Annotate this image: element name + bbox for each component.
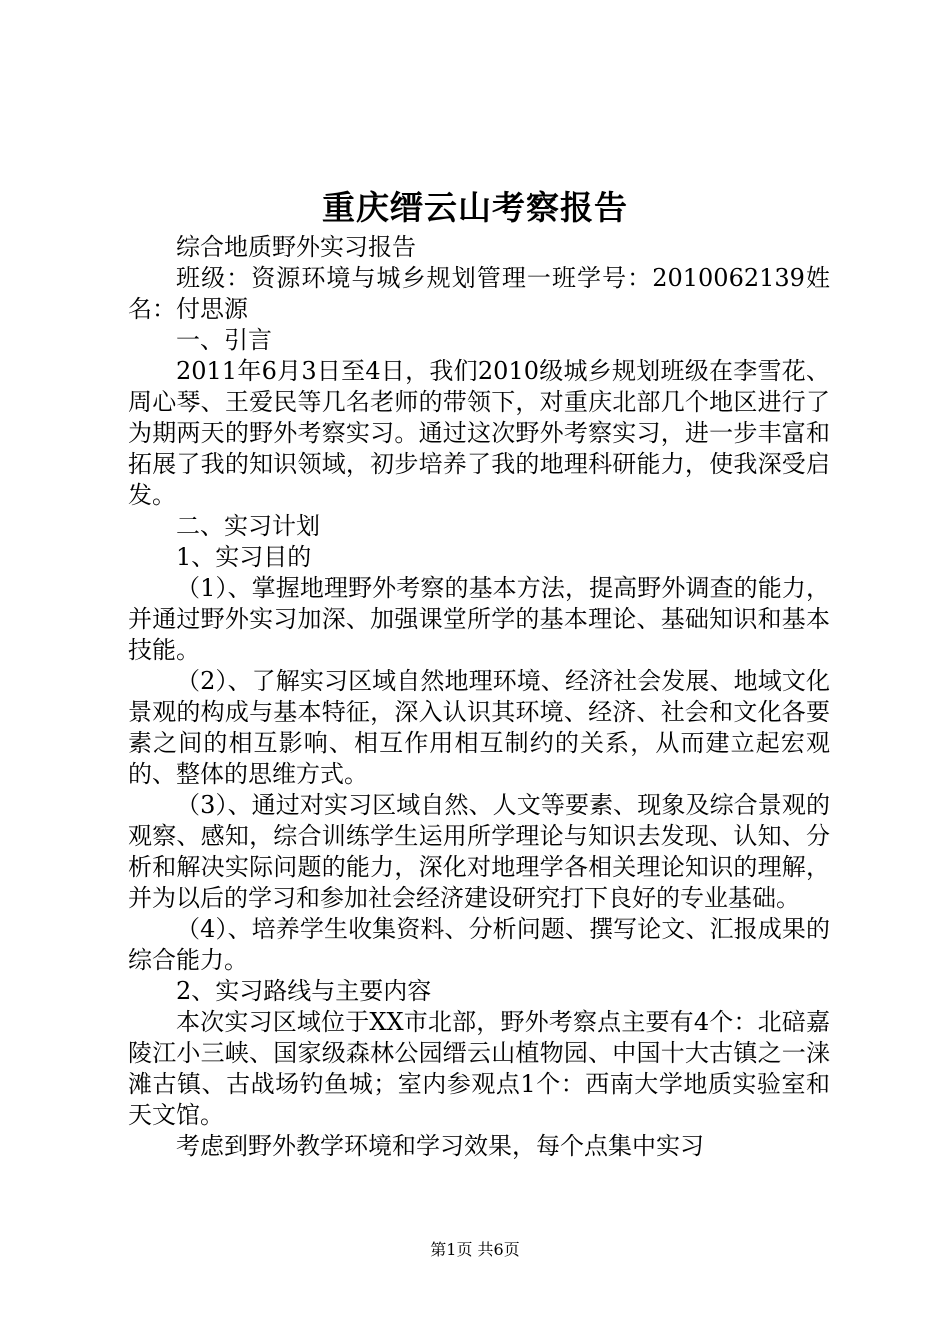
document-title: 重庆缙云山考察报告 bbox=[322, 188, 628, 227]
paragraph-purpose-2: （2）、了解实习区域自然地理环境、经济社会发展、地域文化景观的构成与基本特征，深入认识其环境、经济、社会和文化各要素之间的相互影响、相互作用相互制约的关系，从而建立起宏观的、整体的思维方式。 bbox=[128, 667, 830, 788]
paragraph-route: 本次实习区域位于XX市北部，野外考察点主要有4个：北碚嘉陵江小三峡、国家级森林公园缙云山植物园、中国十大古镇之一涞滩古镇、古战场钓鱼城；室内参观点1个：西南大学地质实验室和天文馆。 bbox=[128, 1008, 830, 1129]
page-footer: 第1页 共6页 bbox=[430, 1240, 520, 1259]
paragraph-considerations: 考虑到野外教学环境和学习效果，每个点集中实习 bbox=[176, 1132, 704, 1160]
heading-internship-purpose: 1、实习目的 bbox=[176, 543, 312, 571]
document-body bbox=[128, 232, 830, 1162]
heading-route-content: 2、实习路线与主要内容 bbox=[176, 977, 432, 1005]
paragraph-purpose-1: （1）、掌握地理野外考察的基本方法，提高野外调查的能力，并通过野外实习加深、加强课堂所学的基本理论、基础知识和基本技能。 bbox=[128, 574, 830, 664]
paragraph-introduction: 2011年6月3日至4日，我们2010级城乡规划班级在李雪花、周心琴、王爱民等几名老师的带领下，对重庆北部几个地区进行了为期两天的野外考察实习。通过这次野外考察实习，进一步丰富和拓展了我的知识领域，初步培养了我的地理科研能力，使我深受启发。 bbox=[128, 357, 830, 509]
heading-introduction: 一、引言 bbox=[176, 326, 272, 354]
paragraph-purpose-3: （3）、通过对实习区域自然、人文等要素、现象及综合景观的观察、感知，综合训练学生运用所学理论与知识去发现、认知、分析和解决实际问题的能力，深化对地理学各相关理论知识的理解，并为以后的学习和参加社会经济建设研究打下良好的专业基础。 bbox=[128, 791, 830, 912]
paragraph-student-info: 班级：资源环境与城乡规划管理一班学号：2010062139姓名：付思源 bbox=[128, 264, 830, 323]
heading-internship-plan: 二、实习计划 bbox=[176, 512, 320, 540]
paragraph-subtitle: 综合地质野外实习报告 bbox=[176, 233, 416, 261]
paragraph-purpose-4: （4）、培养学生收集资料、分析问题、撰写论文、汇报成果的综合能力。 bbox=[128, 915, 830, 974]
